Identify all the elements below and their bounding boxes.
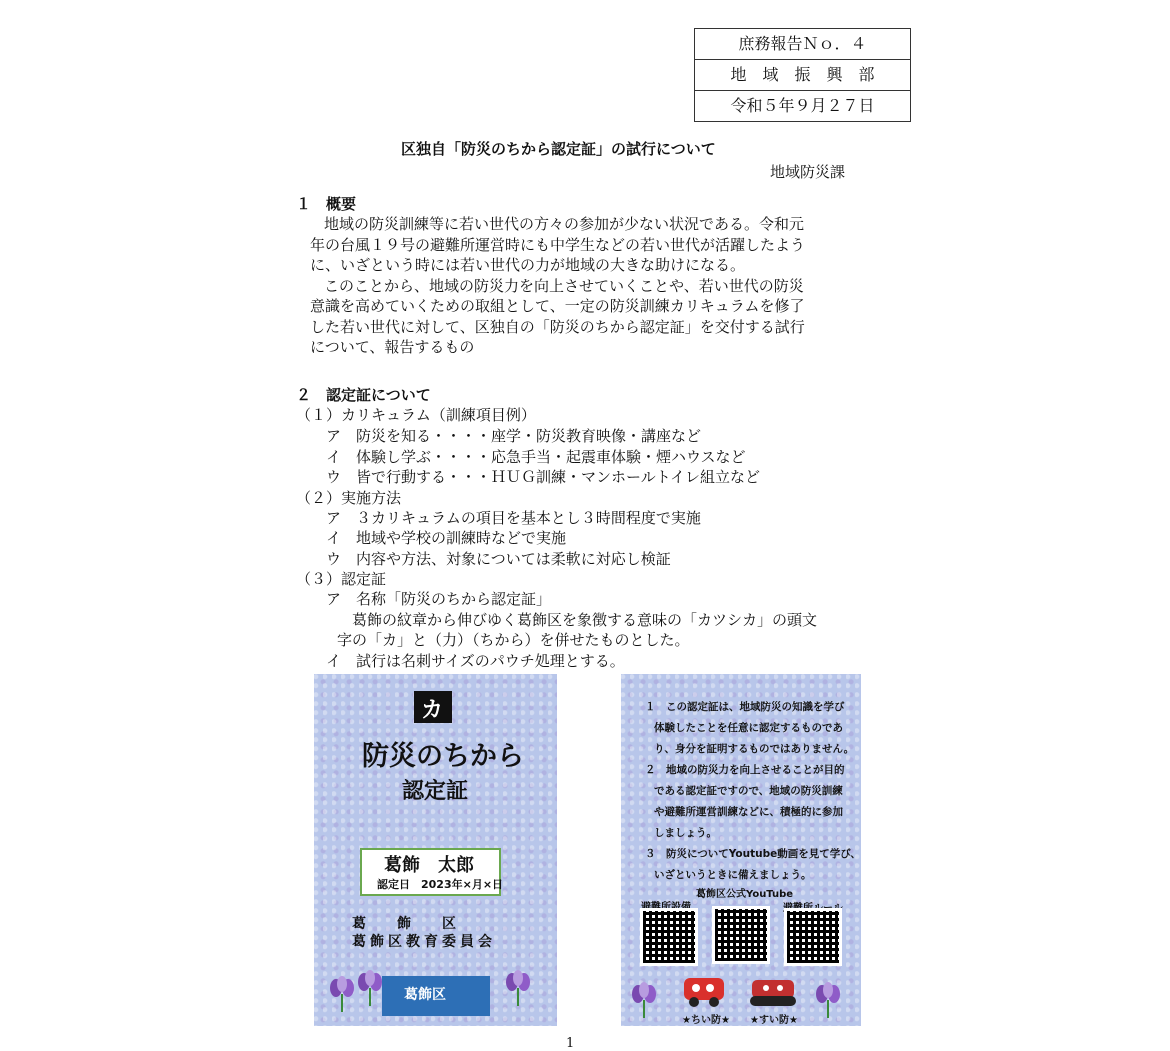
s1-line: について、報告するもの <box>310 338 475 356</box>
back-text-line: しましょう。 <box>654 827 717 839</box>
s2-line: ウ 皆で行動する・・・ＨＵＧ訓練・マンホールトイレ組立など <box>326 468 760 486</box>
holder-name: 葛飾 太郎 <box>384 855 474 876</box>
amphibious-vehicle-mascot-icon <box>748 976 798 1008</box>
card-title-line2: 認定証 <box>402 779 469 804</box>
s2-line: （３）認定証 <box>296 570 387 588</box>
back-text-line: や避難所運営訓練などに、積極的に参加 <box>654 806 843 818</box>
ka-logo-icon: カ <box>414 691 452 723</box>
s2-line: 葛飾の紋章から伸びゆく葛飾区を象徴する意味の「カツシカ」の頭文 <box>352 611 818 629</box>
s2-line: イ 地域や学校の訓練時などで実施 <box>326 529 567 547</box>
back-text-line: ２ 地域の防災力を向上させることが目的 <box>645 764 845 776</box>
issuer-line1: 葛 飾 区 <box>352 916 457 932</box>
s2-line: ア 名称「防災のちから認定証」 <box>326 590 552 608</box>
qr-code-icon[interactable] <box>784 908 842 966</box>
back-text-line: り、身分を証明するものではありません。 <box>654 743 855 755</box>
s2-line: 字の「カ」と（力）（ちから）を併せたものとした。 <box>337 631 690 649</box>
mascot-right-name: ★すい防★ <box>750 1015 798 1026</box>
iris-flower-icon <box>500 970 536 1006</box>
document-title: 区独自「防災のちから認定証」の試行について <box>401 140 716 158</box>
certified-date: 認定日 2023年×月×日 <box>377 878 504 891</box>
youtube-label: 葛飾区公式YouTube <box>696 889 794 900</box>
issuer-line2: 葛飾区教育委員会 <box>352 934 496 950</box>
report-header-box <box>694 28 911 122</box>
card-title-line1: 防災のちから <box>362 741 524 772</box>
mascot-left-name: ★ちい防★ <box>682 1015 730 1026</box>
s1-line: 年の台風１９号の避難所運営時にも中学生などの若い世代が活躍したよう <box>310 236 806 254</box>
banner-text: 葛飾区 <box>404 987 446 1003</box>
iris-flower-icon <box>352 970 388 1006</box>
s1-line: このことから、地域の防災力を向上させていくことや、若い世代の防災 <box>324 277 804 295</box>
s1-line: に、いざという時には若い世代の力が地域の大きな助けになる。 <box>310 256 746 274</box>
iris-flower-icon <box>810 982 846 1018</box>
s2-line: イ 体験し学ぶ・・・・応急手当・起震車体験・煙ハウスなど <box>326 448 746 466</box>
back-text-line: １ この認定証は、地域防災の知識を学び <box>645 701 845 713</box>
s2-line: ア ３カリキュラムの項目を基本とし３時間程度で実施 <box>326 509 701 527</box>
section-1-heading: １ 概要 <box>296 195 357 213</box>
katsushika-banner <box>382 976 490 1016</box>
section-department: 地域防災課 <box>770 163 846 181</box>
qr-code-icon[interactable] <box>640 908 698 966</box>
back-text-line: いざというときに備えましょう。 <box>654 869 812 881</box>
s1-line: した若い世代に対して、区独自の「防災のちから認定証」を交付する試行 <box>310 318 805 336</box>
s2-line: ウ 内容や方法、対象については柔軟に対応し検証 <box>326 550 671 568</box>
page-number: 1 <box>566 1036 575 1051</box>
department-name: 地 域 振 興 部 <box>695 60 910 91</box>
qr-code-youtube-icon[interactable] <box>712 906 770 964</box>
s1-line: 意識を高めていくための取組として、一定の防災訓練カリキュラムを修了 <box>310 297 805 315</box>
iris-flower-icon <box>626 982 662 1018</box>
s2-line: イ 試行は名刺サイズのパウチ処理とする。 <box>326 652 625 670</box>
s2-line: （１）カリキュラム（訓練項目例） <box>296 406 536 424</box>
s2-line: （２）実施方法 <box>296 489 402 507</box>
report-date: 令和５年９月２７日 <box>730 96 875 115</box>
back-text-line: である認定証ですので、地域の防災訓練 <box>654 785 843 797</box>
s2-line: ア 防災を知る・・・・座学・防災教育映像・講座など <box>326 427 702 445</box>
back-text-line: 体験したことを任意に認定するものであ <box>654 722 843 734</box>
back-text-line: ３ 防災についてYoutube動画を見て学び、 <box>645 848 861 860</box>
section-2-heading: ２ 認定証について <box>296 386 431 404</box>
s1-line: 地域の防災訓練等に若い世代の方々の参加が少ない状況である。令和元 <box>324 215 805 233</box>
report-number: 庶務報告Ｎｏ．４ <box>695 29 910 60</box>
fire-truck-mascot-icon <box>680 972 728 1008</box>
